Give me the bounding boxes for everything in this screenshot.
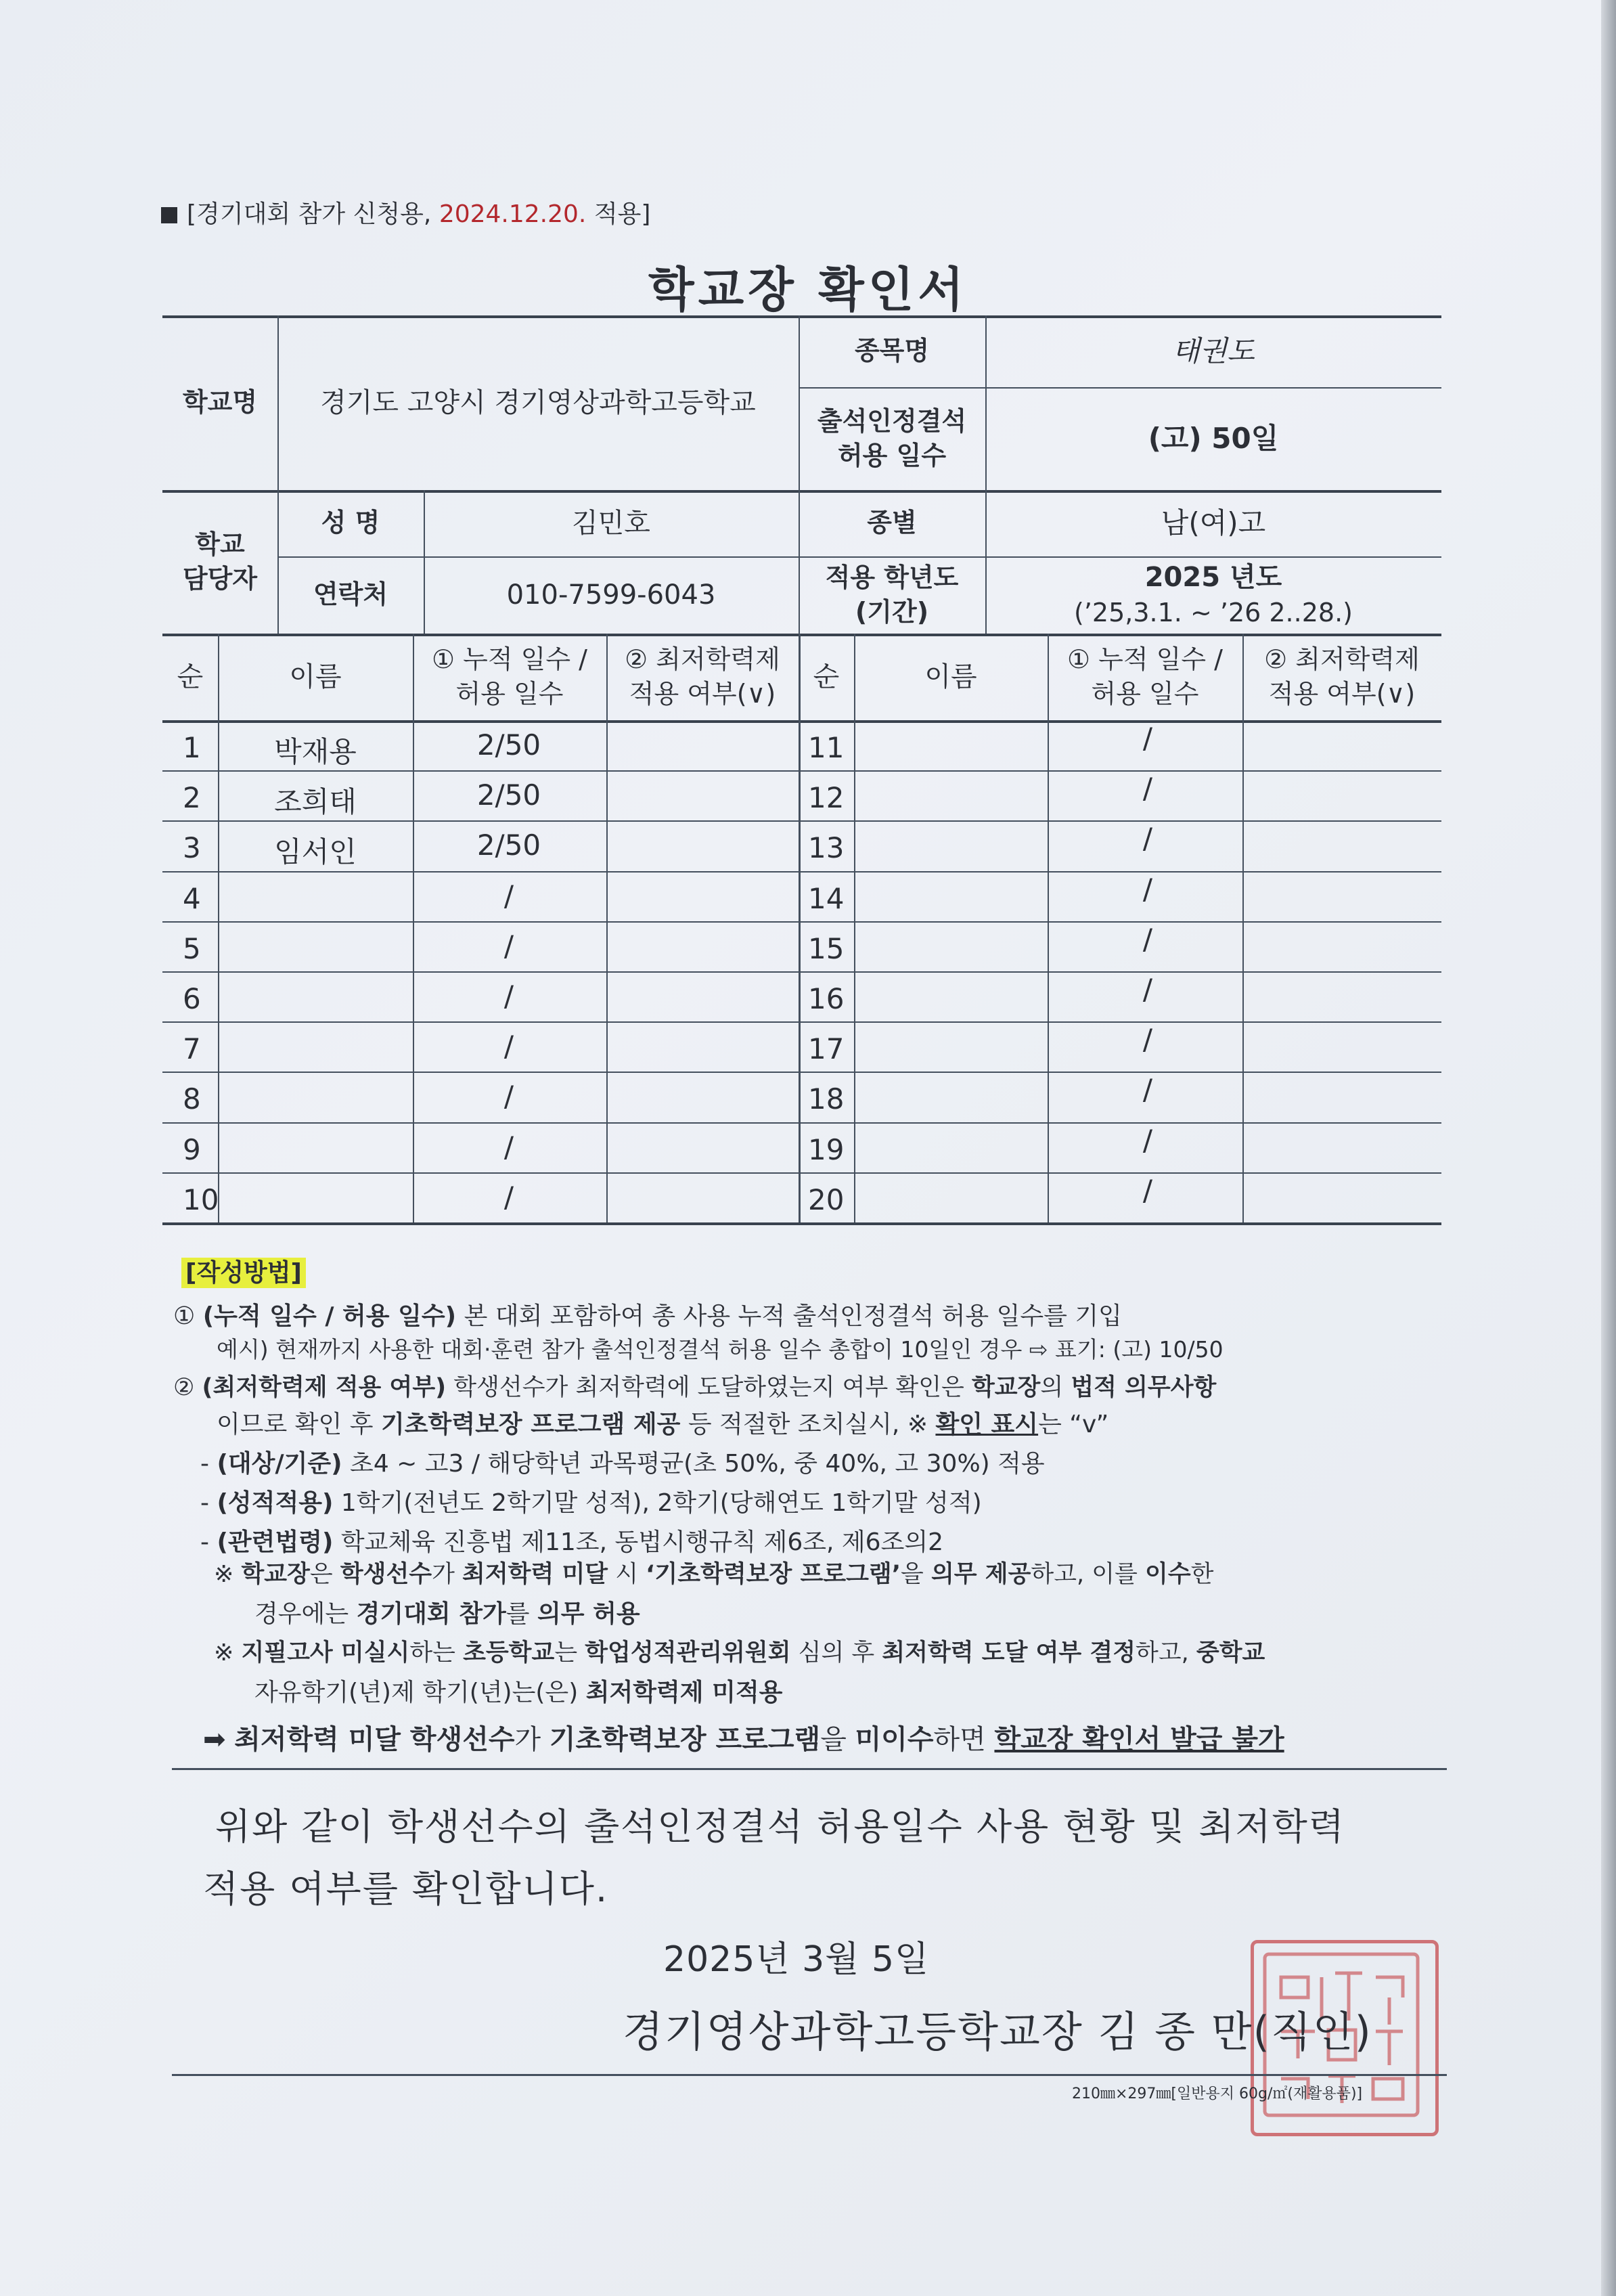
instruction-line: 이므로 확인 후 기초학력보장 프로그램 제공 등 적절한 조치실시, ※ 확인 표시는 “v” [217, 1411, 1109, 1438]
year-label: 적용 학년도 (기간) [825, 562, 959, 627]
days-used: / [503, 1130, 514, 1164]
col-header-days: ① 누적 일수 / 허용 일수 [1067, 644, 1223, 709]
days-used: / [1142, 973, 1153, 1006]
days-used: / [1142, 1073, 1153, 1106]
section-divider [172, 1768, 1447, 1770]
col-header-name: 이름 [924, 661, 977, 692]
days-used: / [503, 1180, 514, 1214]
min-standard-check [1242, 971, 1441, 1021]
min-standard-check [1242, 720, 1441, 770]
table-border [1048, 634, 1049, 1222]
paper-edge [1601, 0, 1616, 2296]
min-standard-check [1242, 921, 1441, 971]
notice-date: 2024.12.20. [439, 200, 587, 228]
days-used: / [1142, 722, 1153, 755]
instruction-line: - (관련법령) 학교체육 진흥법 제11조, 동법시행규칙 제6조, 제6조의2 [200, 1528, 944, 1556]
instruction-line: 자유학기(년)제 학기(년)는(은) 최저학력제 미적용 [254, 1679, 783, 1706]
confirmation-text: 위와 같이 학생선수의 출석인정결석 허용일수 사용 현황 및 최저학력 [215, 1805, 1345, 1848]
min-standard-check [606, 770, 799, 820]
instruction-line: 경우에는 경기대회 참가를 의무 허용 [254, 1600, 640, 1628]
days-used: / [1142, 1174, 1153, 1207]
days-used: / [1142, 873, 1153, 906]
student-name: 조희태 [274, 785, 357, 818]
gender-value: 남(여)고 [1161, 506, 1266, 539]
min-standard-check [606, 921, 799, 971]
table-border [162, 1222, 1441, 1225]
col-header-name: 이름 [289, 661, 342, 692]
col-header-num: 순 [177, 661, 204, 692]
days-used: 2/50 [476, 778, 541, 812]
name-label: 성 명 [321, 508, 380, 538]
min-standard-check [1242, 1122, 1441, 1172]
min-standard-check [1242, 1021, 1441, 1072]
square-bullet-icon [161, 207, 177, 223]
min-standard-check [1242, 1072, 1441, 1122]
min-standard-check [1242, 1172, 1441, 1222]
instruction-line: ② (최저학력제 적용 여부) 학생선수가 최저학력에 도달하였는지 여부 확인은 학교장의 법적 의무사항 [173, 1374, 1217, 1401]
row-number: 16 [808, 982, 845, 1015]
col-header-min: ② 최저학력제 적용 여부(∨) [1264, 644, 1420, 709]
days-used: 2/50 [476, 829, 541, 862]
student-name: 박재용 [274, 735, 357, 768]
row-number: 17 [808, 1032, 845, 1065]
row-number: 15 [808, 932, 845, 965]
row-number: 1 [183, 731, 201, 764]
row-number: 2 [183, 781, 201, 814]
days-used: / [503, 929, 514, 963]
instruction-line: - (대상/기준) 초4 ~ 고3 / 해당학년 과목평균(초 50%, 중 40%, 고 30%) 적용 [200, 1450, 1045, 1478]
paper-spec: 210㎜×297㎜[일반용지 60g/㎡(재활용품)] [1072, 2085, 1363, 2102]
instruction-line: ① (누적 일수 / 허용 일수) 본 대회 포함하여 총 사용 누적 출석인정결석 허용 일수를 기입 [173, 1302, 1122, 1330]
year-value: 2025 년도 (’25,3.1. ~ ’26 2..28.) [1074, 562, 1353, 628]
instruction-summary: ➡ 최저학력 미달 학생선수가 기초학력보장 프로그램을 미이수하면 학교장 확인서 발급 불가 [203, 1724, 1284, 1755]
min-standard-check [606, 720, 799, 770]
row-number: 13 [808, 831, 845, 864]
row-number: 20 [808, 1183, 845, 1216]
row-number: 14 [808, 882, 845, 915]
school-value: 경기도 고양시 경기영상과학고등학교 [320, 387, 756, 418]
issue-date: 2025년 3월 5일 [663, 1939, 930, 1980]
row-number: 5 [183, 932, 201, 965]
instruction-line: - (성적적용) 1학기(전년도 2학기말 성적), 2학기(당해연도 1학기말 성적) [200, 1489, 982, 1517]
col-header-days: ① 누적 일수 / 허용 일수 [432, 644, 587, 709]
row-number: 19 [808, 1133, 845, 1166]
days-used: / [1142, 1023, 1153, 1056]
days-used: / [503, 979, 514, 1013]
days-used: / [503, 1030, 514, 1063]
days-used: / [503, 879, 514, 912]
allowance-label: 출석인정결석 허용 일수 [817, 405, 967, 470]
usage-notice: [경기대회 참가 신청용, 2024.12.20. 적용] [161, 195, 650, 229]
manager-label: 학교 담당자 [182, 529, 258, 594]
contact-label: 연락처 [313, 579, 388, 610]
min-standard-check [606, 1122, 799, 1172]
days-used: / [503, 1080, 514, 1113]
min-standard-check [606, 871, 799, 921]
document-title: 학교장 확인서 [648, 262, 968, 317]
row-number: 7 [183, 1032, 201, 1065]
min-standard-check [606, 1072, 799, 1122]
row-number: 10 [183, 1183, 219, 1216]
row-number: 8 [183, 1082, 201, 1116]
days-used: / [1142, 772, 1153, 805]
student-name: 임서인 [274, 835, 357, 868]
gender-label: 종별 [867, 508, 917, 538]
min-standard-check [1242, 820, 1441, 870]
row-number: 9 [183, 1133, 201, 1166]
row-number: 18 [808, 1082, 845, 1116]
table-border [799, 634, 801, 1222]
table-border [854, 634, 855, 1222]
manager-name: 김민호 [572, 508, 650, 539]
min-standard-check [606, 1021, 799, 1072]
row-number: 12 [808, 781, 845, 814]
min-standard-check [606, 1172, 799, 1222]
instruction-line: 예시) 현재까지 사용한 대회·훈련 참가 출석인정결석 허용 일수 총합이 10일인 경우 ⇨ 표기: (고) 10/50 [217, 1336, 1224, 1363]
days-used: / [1142, 1124, 1153, 1157]
instructions-heading: [작성방법] [181, 1254, 306, 1288]
min-standard-check [606, 820, 799, 870]
days-used: / [1142, 822, 1153, 855]
days-used: 2/50 [476, 728, 541, 761]
section-divider [172, 2074, 1447, 2076]
allowance-value: (고) 50일 [1148, 421, 1279, 455]
confirmation-text: 적용 여부를 확인합니다. [203, 1868, 609, 1910]
instruction-line: ※ 학교장은 학생선수가 최저학력 미달 시 ‘기초학력보장 프로그램’을 의무 제공하고, 이를 이수한 [214, 1561, 1214, 1588]
principal-signature: 경기영상과학고등학교장 김 종 만(직인) [623, 2007, 1372, 2056]
sport-label: 종목명 [854, 336, 930, 366]
days-used: / [1142, 923, 1153, 956]
row-number: 4 [183, 882, 201, 915]
contact-value: 010-7599-6043 [506, 579, 716, 611]
row-number: 3 [183, 831, 201, 864]
col-header-min: ② 최저학력제 적용 여부(∨) [625, 644, 780, 709]
sport-value: 태권도 [1172, 334, 1255, 368]
row-number: 11 [808, 731, 845, 764]
min-standard-check [1242, 871, 1441, 921]
instruction-line: ※ 지필고사 미실시하는 초등학교는 학업성적관리위원회 심의 후 최저학력 도달 여부 결정하고, 중학교 [214, 1639, 1265, 1666]
row-number: 6 [183, 982, 201, 1015]
school-label: 학교명 [182, 387, 258, 418]
col-header-num: 순 [813, 661, 840, 692]
min-standard-check [1242, 770, 1441, 820]
table-border [218, 634, 219, 1222]
min-standard-check [606, 971, 799, 1021]
